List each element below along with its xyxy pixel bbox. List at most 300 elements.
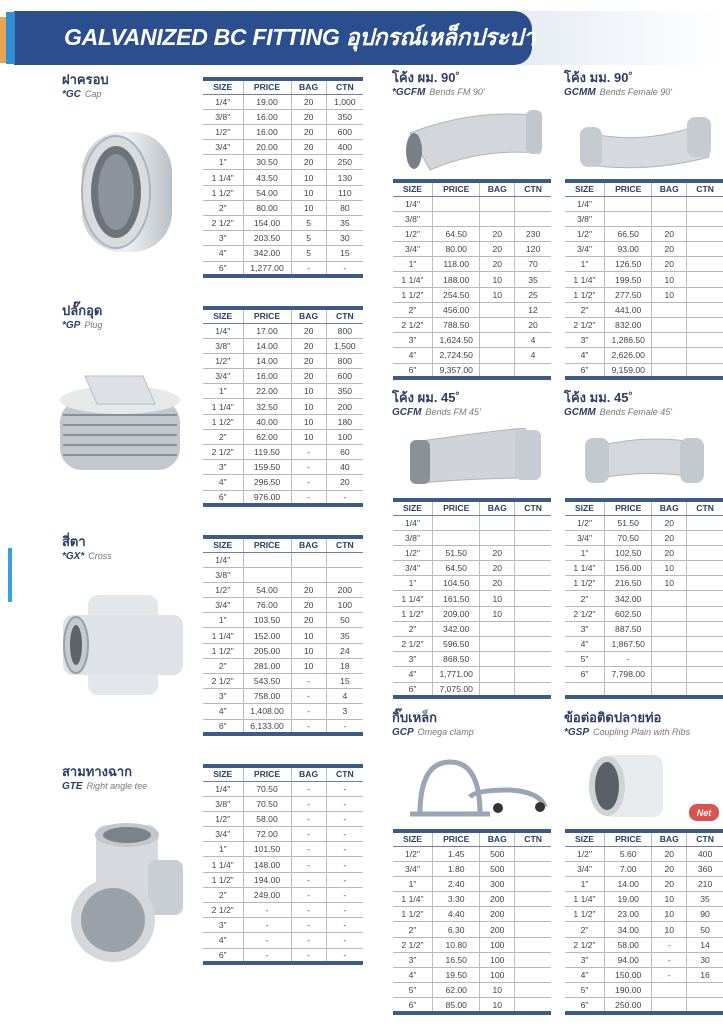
size-cell: 1 1/2" [393, 606, 433, 621]
price-cell: 58.00 [605, 937, 652, 952]
product-name: กิ๊บเหล็ก [392, 710, 437, 725]
bag-cell: 10 [652, 922, 687, 937]
price-cell: 58.00 [243, 811, 291, 826]
ctn-cell [515, 667, 551, 682]
price-cell [433, 515, 480, 530]
price-cell: 296.50 [243, 475, 291, 490]
size-cell: 3" [203, 460, 243, 475]
ctn-cell: 40 [326, 460, 363, 475]
product-heading-cap [62, 72, 109, 100]
size-cell: 1/4" [393, 196, 433, 211]
table-row [203, 811, 363, 826]
table-row [203, 445, 363, 460]
bag-cell: - [291, 445, 326, 460]
size-cell: 2" [565, 591, 605, 606]
ctn-cell: - [326, 842, 363, 857]
price-cell: 441.00 [605, 302, 652, 317]
price-cell [605, 196, 652, 211]
table-row [203, 643, 363, 658]
column-header-price: PRICE [433, 831, 480, 846]
price-cell: 254.50 [433, 287, 480, 302]
column-header-size: SIZE [565, 181, 605, 196]
table-row [393, 652, 551, 667]
bag-cell: 20 [291, 323, 326, 338]
price-cell: 209.00 [433, 606, 480, 621]
price-cell: 1,408.00 [243, 704, 291, 719]
table-row [203, 948, 363, 963]
price-cell: 16.00 [243, 109, 291, 124]
price-table-bend-90-female [565, 179, 723, 380]
price-cell: 1,624.50 [433, 333, 480, 348]
table-header-row [393, 500, 551, 515]
price-cell: 788.50 [433, 318, 480, 333]
bag-cell: 10 [291, 658, 326, 673]
blue-edge-stripe [6, 12, 15, 64]
price-cell: 10.80 [433, 937, 480, 952]
ctn-cell [515, 922, 551, 937]
column-header-size: SIZE [203, 308, 243, 323]
ctn-cell [687, 606, 723, 621]
table-row [565, 226, 723, 241]
ctn-cell: - [326, 872, 363, 887]
price-cell: 887.50 [605, 621, 652, 636]
ctn-cell [687, 561, 723, 576]
ctn-cell: 14 [687, 937, 723, 952]
column-header-price: PRICE [433, 181, 480, 196]
table-header-row [203, 766, 363, 781]
price-table-cap [203, 77, 363, 278]
ctn-cell [687, 242, 723, 257]
size-cell: 1/2" [565, 846, 605, 861]
product-heading-cross [62, 534, 112, 562]
size-cell: 5" [565, 652, 605, 667]
product-desc: Cross [88, 551, 112, 561]
bag-cell: 20 [480, 576, 515, 591]
column-header-ctn: CTN [326, 79, 363, 94]
table-row [203, 353, 363, 368]
price-cell: 9,357.00 [433, 363, 480, 378]
table-row [565, 242, 723, 257]
bag-cell: - [652, 952, 687, 967]
bag-cell: 10 [480, 606, 515, 621]
ctn-cell: 24 [326, 643, 363, 658]
bag-cell: 100 [480, 937, 515, 952]
ctn-cell: - [326, 261, 363, 276]
size-cell: 1" [203, 384, 243, 399]
size-cell: 3/4" [393, 242, 433, 257]
size-cell: 1" [393, 576, 433, 591]
product-desc: Omega clamp [417, 727, 474, 737]
product-name: โค้ง มม. 45˚ [564, 390, 633, 405]
column-header-size: SIZE [393, 500, 433, 515]
ctn-cell: 35 [326, 628, 363, 643]
bag-cell: - [291, 460, 326, 475]
table-header-row [203, 537, 363, 552]
product-code: *GX* [62, 551, 85, 562]
ctn-cell [687, 998, 723, 1013]
ctn-cell: 12 [515, 302, 551, 317]
price-cell: 51.50 [605, 515, 652, 530]
bag-cell: - [291, 933, 326, 948]
bag-cell: - [291, 811, 326, 826]
price-cell: 205.00 [243, 643, 291, 658]
size-cell: 2 1/2" [565, 937, 605, 952]
price-cell: 868.50 [433, 652, 480, 667]
bag-cell: 10 [291, 414, 326, 429]
table-row [203, 369, 363, 384]
size-cell: 1 1/4" [565, 272, 605, 287]
bag-cell: - [291, 918, 326, 933]
price-cell: 342.00 [605, 591, 652, 606]
price-cell: 250.00 [605, 998, 652, 1013]
side-tab-marker [8, 548, 12, 602]
price-cell: 14.00 [243, 353, 291, 368]
size-cell: 3/8" [203, 109, 243, 124]
price-cell: 16.50 [433, 952, 480, 967]
size-cell: 3" [393, 952, 433, 967]
price-cell: 19.50 [433, 968, 480, 983]
cross-fitting-icon [58, 590, 188, 700]
ctn-cell [687, 196, 723, 211]
size-cell: 3/8" [203, 796, 243, 811]
bag-cell: 20 [480, 226, 515, 241]
table-row [565, 621, 723, 636]
table-row [203, 109, 363, 124]
column-header-size: SIZE [203, 537, 243, 552]
table-row [565, 922, 723, 937]
bag-cell [652, 667, 687, 682]
size-cell: 1 1/2" [565, 287, 605, 302]
size-cell: 2 1/2" [393, 318, 433, 333]
product-code: GTE [62, 781, 83, 792]
price-cell: 101.50 [243, 842, 291, 857]
price-cell: 70.50 [243, 796, 291, 811]
price-cell: 154.00 [243, 216, 291, 231]
bag-cell: 10 [480, 983, 515, 998]
size-cell: 1" [565, 545, 605, 560]
price-cell: 54.00 [243, 185, 291, 200]
price-cell: 16.00 [243, 124, 291, 139]
price-cell: 64.50 [433, 226, 480, 241]
table-row [565, 876, 723, 891]
table-row [203, 216, 363, 231]
ctn-cell [326, 567, 363, 582]
ctn-cell: 100 [326, 598, 363, 613]
bag-cell: - [291, 872, 326, 887]
ctn-cell [687, 272, 723, 287]
price-cell: 14.00 [243, 338, 291, 353]
bag-cell [480, 515, 515, 530]
product-desc: Bends Female 45' [599, 407, 672, 417]
cap-fitting-icon [68, 122, 178, 262]
ctn-cell [687, 363, 723, 378]
product-heading-bend-45-female [564, 390, 672, 418]
table-row [203, 918, 363, 933]
size-cell: 4" [393, 667, 433, 682]
ctn-cell [515, 561, 551, 576]
bag-cell: 20 [291, 369, 326, 384]
price-cell: 76.00 [243, 598, 291, 613]
ctn-cell: 350 [326, 109, 363, 124]
column-header-size: SIZE [393, 181, 433, 196]
bag-cell: 200 [480, 907, 515, 922]
ctn-cell [515, 937, 551, 952]
ctn-cell: 210 [687, 876, 723, 891]
bag-cell [652, 333, 687, 348]
size-cell: 1/2" [203, 811, 243, 826]
ctn-cell: 1,500 [326, 338, 363, 353]
price-cell: 6,133.00 [243, 719, 291, 734]
product-code: GCP [392, 727, 414, 738]
size-cell: 3" [203, 231, 243, 246]
table-row [203, 598, 363, 613]
price-cell: 23.00 [605, 907, 652, 922]
price-cell: 148.00 [243, 857, 291, 872]
ctn-cell [687, 530, 723, 545]
price-cell: 2,724.50 [433, 348, 480, 363]
ctn-cell: - [326, 811, 363, 826]
size-cell: 1 1/4" [565, 892, 605, 907]
table-row [393, 515, 551, 530]
ctn-cell: 25 [515, 287, 551, 302]
price-table-plug [203, 306, 363, 507]
column-header-bag: BAG [291, 308, 326, 323]
size-cell: 1" [203, 613, 243, 628]
size-cell: 6" [393, 998, 433, 1013]
table-row [203, 933, 363, 948]
bag-cell: 20 [652, 515, 687, 530]
bag-cell: 20 [652, 226, 687, 241]
price-cell: 152.00 [243, 628, 291, 643]
table-header-row [393, 181, 551, 196]
size-cell: 3/4" [203, 827, 243, 842]
price-table-omega-clamp [393, 829, 551, 1015]
size-cell: 1 1/4" [203, 170, 243, 185]
column-header-ctn: CTN [687, 831, 723, 846]
bag-cell: 20 [480, 257, 515, 272]
price-cell: - [243, 933, 291, 948]
table-row [393, 561, 551, 576]
table-row [203, 94, 363, 109]
bag-cell [480, 302, 515, 317]
size-cell: 4" [203, 933, 243, 948]
table-row [565, 861, 723, 876]
bag-cell: - [291, 719, 326, 734]
size-cell: 1/4" [203, 94, 243, 109]
column-header-size: SIZE [393, 831, 433, 846]
bag-cell [652, 211, 687, 226]
price-cell [433, 196, 480, 211]
size-cell: 4" [203, 475, 243, 490]
table-row [393, 545, 551, 560]
column-header-bag: BAG [652, 500, 687, 515]
table-row [203, 552, 363, 567]
product-heading-plug [62, 303, 102, 331]
price-cell: 51.50 [433, 545, 480, 560]
bag-cell: 20 [291, 94, 326, 109]
price-cell: 249.00 [243, 887, 291, 902]
size-cell: 4" [203, 704, 243, 719]
net-price-badge: Net [689, 804, 719, 821]
price-cell: 70.50 [243, 781, 291, 796]
size-cell: 6" [393, 363, 433, 378]
table-row [203, 827, 363, 842]
bag-cell: 500 [480, 846, 515, 861]
size-cell: 1/4" [203, 552, 243, 567]
ctn-cell: - [326, 948, 363, 963]
ctn-cell: - [326, 781, 363, 796]
tee-fitting-icon [68, 815, 188, 965]
ctn-cell [687, 226, 723, 241]
column-header-size: SIZE [565, 500, 605, 515]
table-row [393, 348, 551, 363]
product-code: *GSP [564, 727, 590, 738]
size-cell: 2" [393, 922, 433, 937]
size-cell: 3/8" [393, 530, 433, 545]
ctn-cell: 16 [687, 968, 723, 983]
table-row [203, 704, 363, 719]
column-header-bag: BAG [480, 831, 515, 846]
title-fade [520, 11, 723, 65]
table-row [203, 628, 363, 643]
ctn-cell [687, 682, 723, 697]
bag-cell: 20 [652, 257, 687, 272]
size-cell: 4" [565, 348, 605, 363]
ctn-cell [326, 552, 363, 567]
price-cell: 1.80 [433, 861, 480, 876]
price-cell: 1,286.50 [605, 333, 652, 348]
ctn-cell [515, 876, 551, 891]
ctn-cell: 35 [326, 216, 363, 231]
price-cell: 94.00 [605, 952, 652, 967]
ctn-cell: - [326, 796, 363, 811]
size-cell: 3" [203, 689, 243, 704]
table-row [393, 952, 551, 967]
ctn-cell: 90 [687, 907, 723, 922]
table-row [393, 682, 551, 697]
size-cell: 3" [393, 333, 433, 348]
ctn-cell: 30 [326, 231, 363, 246]
size-cell: 3/4" [565, 861, 605, 876]
product-code: GCMM [564, 87, 596, 98]
column-header-ctn: CTN [515, 500, 551, 515]
table-row [565, 318, 723, 333]
table-row [565, 272, 723, 287]
size-cell: 6" [203, 719, 243, 734]
table-row [393, 333, 551, 348]
table-row [203, 689, 363, 704]
table-row [203, 613, 363, 628]
ctn-cell: 800 [326, 323, 363, 338]
price-cell: 7,798.00 [605, 667, 652, 682]
column-header-price: PRICE [243, 79, 291, 94]
size-cell: 2" [203, 887, 243, 902]
coupling-icon [585, 750, 665, 822]
size-cell: 2 1/2" [393, 937, 433, 952]
bag-cell: 10 [652, 272, 687, 287]
size-cell: 1 1/2" [393, 287, 433, 302]
table-row [203, 231, 363, 246]
ctn-cell [515, 363, 551, 378]
bag-cell: 5 [291, 246, 326, 261]
bag-cell [652, 348, 687, 363]
ctn-cell [687, 287, 723, 302]
ctn-cell: 70 [515, 257, 551, 272]
table-row [565, 937, 723, 952]
table-row [203, 155, 363, 170]
price-cell: 19.00 [243, 94, 291, 109]
bag-cell: 20 [652, 242, 687, 257]
column-header-bag: BAG [652, 831, 687, 846]
ctn-cell [687, 318, 723, 333]
price-cell: 976.00 [243, 490, 291, 505]
price-cell: 3.30 [433, 892, 480, 907]
price-cell: - [243, 918, 291, 933]
size-cell: 1" [393, 257, 433, 272]
table-row [203, 384, 363, 399]
size-cell: 1" [393, 876, 433, 891]
table-row [565, 211, 723, 226]
column-header-price: PRICE [605, 831, 652, 846]
size-cell: 6" [203, 948, 243, 963]
column-header-price: PRICE [433, 500, 480, 515]
size-cell: 1/2" [565, 226, 605, 241]
price-cell: 602.50 [605, 606, 652, 621]
bag-cell: 20 [652, 530, 687, 545]
bag-cell: - [291, 704, 326, 719]
size-cell [565, 682, 605, 697]
ctn-cell [515, 606, 551, 621]
price-cell: 32.50 [243, 399, 291, 414]
bag-cell: 20 [291, 613, 326, 628]
product-name: โค้ง ผม. 90˚ [392, 70, 460, 85]
size-cell: 3" [565, 621, 605, 636]
size-cell: 2" [393, 621, 433, 636]
product-name: ฝาครอบ [62, 72, 109, 87]
bag-cell [480, 667, 515, 682]
price-cell: 62.00 [243, 429, 291, 444]
column-header-size: SIZE [203, 79, 243, 94]
size-cell: 6" [565, 363, 605, 378]
table-row [203, 903, 363, 918]
size-cell: 2 1/2" [565, 318, 605, 333]
price-cell: 17.00 [243, 323, 291, 338]
table-row [203, 842, 363, 857]
ctn-cell [687, 211, 723, 226]
table-header-row [393, 831, 551, 846]
bag-cell: - [291, 842, 326, 857]
bag-cell: 10 [652, 561, 687, 576]
size-cell: 1 1/2" [393, 907, 433, 922]
bag-cell: - [291, 475, 326, 490]
price-cell: 1,771.00 [433, 667, 480, 682]
ctn-cell: 4 [515, 333, 551, 348]
bag-cell [480, 530, 515, 545]
table-row [393, 287, 551, 302]
ctn-cell: 15 [326, 674, 363, 689]
table-row [565, 515, 723, 530]
table-row [203, 567, 363, 582]
bag-cell: 10 [480, 591, 515, 606]
table-row [565, 846, 723, 861]
table-row [203, 414, 363, 429]
bag-cell: 20 [291, 338, 326, 353]
table-row [565, 652, 723, 667]
ctn-cell: 30 [687, 952, 723, 967]
price-cell: 190.00 [605, 983, 652, 998]
product-name: สี่ตา [62, 534, 86, 549]
table-row [203, 399, 363, 414]
